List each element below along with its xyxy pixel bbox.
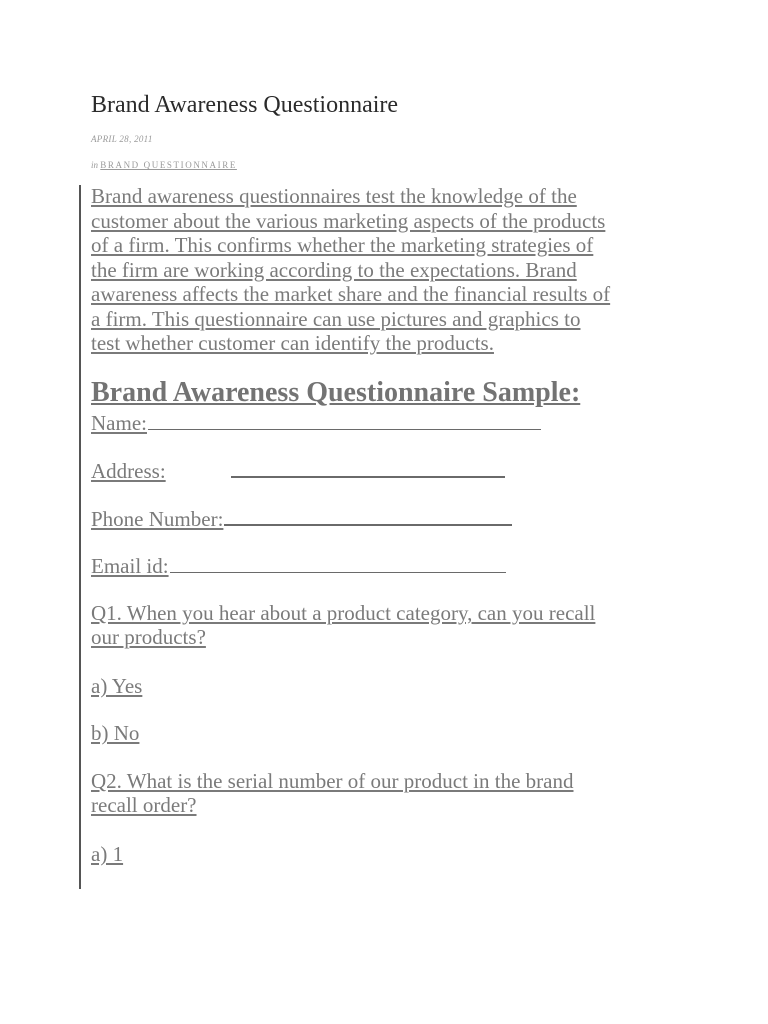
q1-text-line1: Q1. When you hear about a product category, can you recall [91, 601, 596, 625]
phone-field-row [91, 505, 512, 531]
page-title: Brand Awareness Questionnaire [91, 92, 399, 118]
q2-text-line2: recall order? [91, 793, 197, 817]
phone-label: Phone Number: [91, 507, 224, 531]
q1-text-line2: our products? [91, 625, 206, 649]
category-link[interactable]: BRAND QUESTIONNAIRE [100, 160, 237, 170]
name-label: Name: [91, 411, 147, 435]
content-left-rule [79, 185, 81, 889]
name-field-row [91, 410, 541, 435]
email-field-row [91, 553, 506, 578]
address-field-row [91, 457, 505, 483]
intro-line: awareness affects the market share and the financial results of [91, 282, 611, 306]
name-blank [148, 410, 541, 430]
q1-option-b: b) No [91, 721, 140, 745]
intro-line: of a firm. This confirms whether the marketing strategies of [91, 233, 594, 257]
intro-line: Brand awareness questionnaires test the knowledge of the [91, 184, 577, 208]
intro-line: customer about the various marketing aspects of the products [91, 208, 606, 233]
intro-line: test whether customer can identify the products. [91, 331, 494, 355]
intro-line: a firm. This questionnaire can use pictures and graphics to [91, 306, 581, 331]
address-blank [231, 457, 505, 478]
phone-blank [224, 505, 512, 526]
intro-paragraph [91, 184, 691, 356]
email-blank [170, 553, 506, 573]
category-prefix: in [91, 160, 99, 170]
email-label: Email id: [91, 554, 169, 578]
intro-line: the firm are working according to the expectations. Brand [91, 257, 577, 282]
post-date: APRIL 28, 2011 [91, 134, 153, 144]
address-label: Address: [91, 459, 166, 483]
sample-heading: Brand Awareness Questionnaire Sample: [91, 377, 581, 408]
q2-option-a: a) 1 [91, 842, 124, 866]
q1-option-a: a) Yes [91, 674, 143, 698]
q2-text-line1: Q2. What is the serial number of our product in the brand [91, 769, 574, 793]
post-category-line [91, 160, 237, 170]
